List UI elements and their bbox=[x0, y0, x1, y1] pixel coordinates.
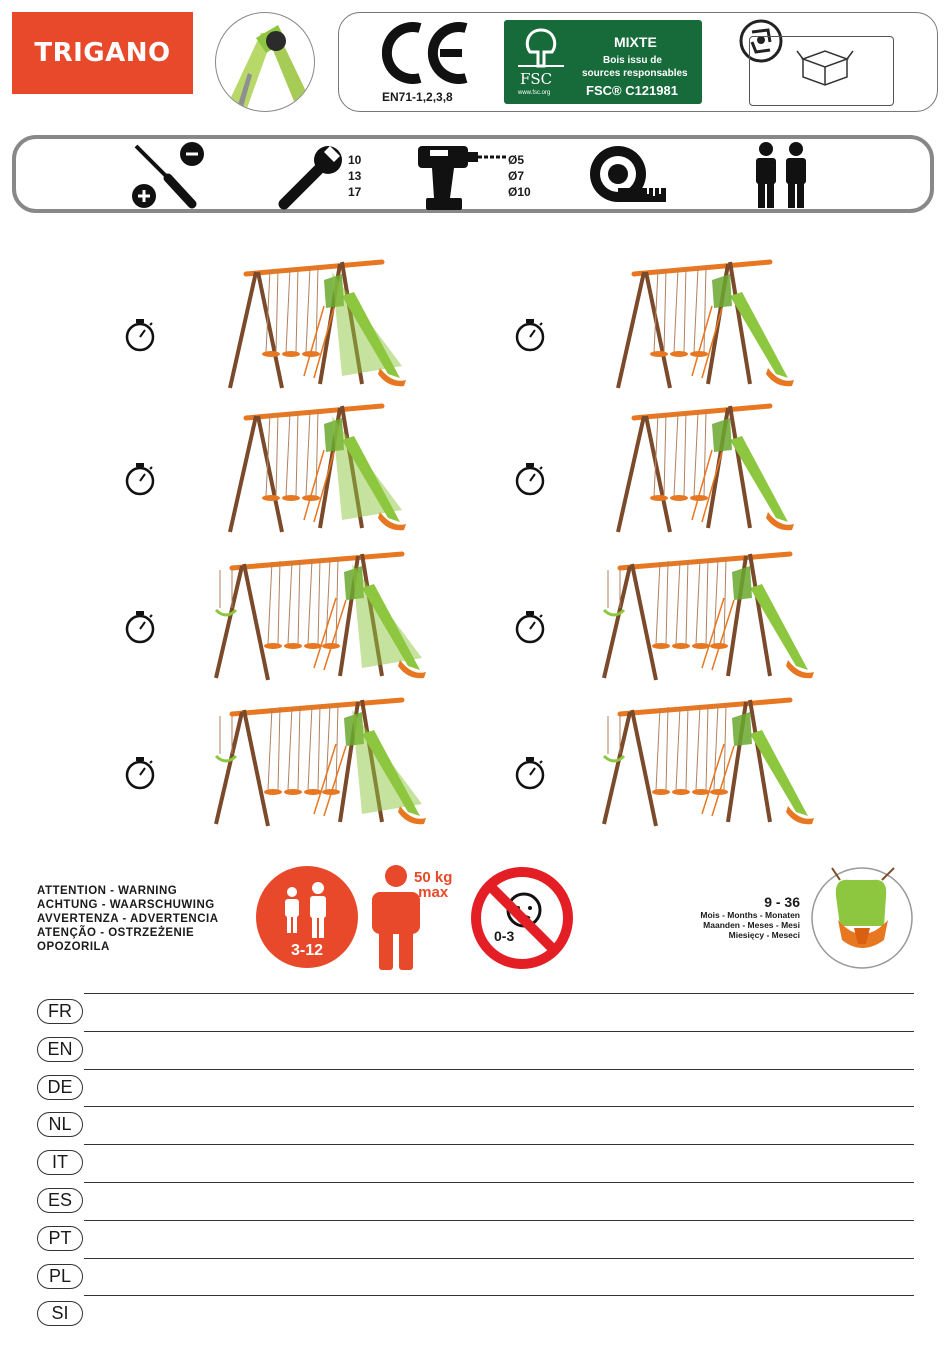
max-weight bbox=[414, 870, 452, 900]
swing-detail-thumbnail bbox=[215, 12, 315, 112]
fsc-mixte: MIXTE bbox=[614, 34, 657, 50]
warning-line: AVVERTENZA - ADVERTENCIA bbox=[37, 913, 219, 925]
language-code: FR bbox=[37, 999, 83, 1024]
language-code: SI bbox=[37, 1301, 83, 1326]
swing-set-model bbox=[212, 256, 432, 401]
language-row-line bbox=[84, 1069, 914, 1070]
fsc-tree-icon bbox=[516, 26, 566, 70]
fsc-url: www.fsc.org bbox=[518, 90, 551, 96]
stopwatch-icon bbox=[514, 756, 546, 790]
max-weight-label: max bbox=[418, 884, 449, 901]
swing-set-model bbox=[600, 694, 820, 839]
ce-mark-icon bbox=[382, 22, 470, 89]
stopwatch-icon bbox=[124, 610, 156, 644]
stopwatch-icon bbox=[124, 318, 156, 352]
no-under-3-icon bbox=[470, 866, 574, 975]
baby-seat-age-range: 9 - 36 bbox=[764, 894, 800, 910]
age-range-badge bbox=[256, 866, 358, 973]
language-code: PT bbox=[37, 1226, 83, 1251]
wrench-size: 10 bbox=[348, 153, 362, 167]
swing-set-model bbox=[212, 694, 432, 839]
warning-line: ACHTUNG - WAARSCHUWING bbox=[37, 899, 215, 911]
tape-measure-icon bbox=[588, 144, 668, 211]
max-weight-value: 50 kg bbox=[414, 869, 453, 886]
stopwatch-icon bbox=[124, 462, 156, 496]
language-row-line bbox=[84, 993, 914, 994]
drill-bit: Ø10 bbox=[508, 185, 531, 199]
language-row-line bbox=[84, 1106, 914, 1107]
drill-bit: Ø7 bbox=[508, 169, 525, 183]
wrench-size: 13 bbox=[348, 169, 362, 183]
language-row-line bbox=[84, 1182, 914, 1183]
language-code: IT bbox=[37, 1150, 83, 1175]
warning-line: OPOZORILA bbox=[37, 941, 110, 953]
stopwatch-icon bbox=[514, 610, 546, 644]
drill-bits bbox=[508, 152, 531, 200]
age-range: 3-12 bbox=[290, 942, 324, 959]
language-row-line bbox=[84, 1031, 914, 1032]
months-line: Maanden - Meses - Mesi bbox=[703, 920, 800, 930]
language-code: PL bbox=[37, 1264, 83, 1289]
language-row-line bbox=[84, 1220, 914, 1221]
fsc-line1: Bois issu de bbox=[603, 55, 662, 66]
stopwatch-icon bbox=[514, 462, 546, 496]
cardboard-box-icon bbox=[795, 43, 855, 89]
fsc-logo-text: FSC bbox=[520, 70, 553, 88]
months-line: Mois - Months - Monaten bbox=[700, 910, 800, 920]
stopwatch-icon bbox=[514, 318, 546, 352]
language-row-line bbox=[84, 1258, 914, 1259]
warning-line: ATTENTION - WARNING bbox=[37, 885, 178, 897]
fsc-line2: sources responsables bbox=[582, 68, 688, 79]
warning-text bbox=[37, 884, 219, 954]
no-under-age: 0-3 bbox=[494, 928, 515, 944]
language-code: DE bbox=[37, 1075, 83, 1100]
recycle-info-box bbox=[749, 36, 894, 106]
months-line: Miesięcy - Meseci bbox=[728, 930, 800, 940]
drill-icon bbox=[414, 140, 508, 217]
swing-set-model bbox=[212, 400, 432, 545]
baby-seat-thumbnail bbox=[810, 866, 914, 975]
wrench-sizes bbox=[348, 152, 361, 200]
screwdriver-plus-minus-icon bbox=[130, 140, 206, 215]
swing-set-model bbox=[600, 400, 820, 545]
language-code: NL bbox=[37, 1112, 83, 1137]
swing-set-model bbox=[600, 548, 820, 693]
fsc-label bbox=[504, 20, 702, 104]
ce-standard: EN71-1,2,3,8 bbox=[382, 90, 453, 104]
stopwatch-icon bbox=[124, 756, 156, 790]
wrench-icon bbox=[278, 142, 346, 215]
wrench-size: 17 bbox=[348, 185, 362, 199]
language-row-line bbox=[84, 1144, 914, 1145]
language-row-line bbox=[84, 1295, 914, 1296]
brand-logo: TRIGANO bbox=[12, 12, 193, 94]
drill-bit: Ø5 bbox=[508, 153, 525, 167]
swing-set-model bbox=[212, 548, 432, 693]
warning-line: ATENÇÃO - OSTRZEŻENIE bbox=[37, 927, 195, 939]
language-code: EN bbox=[37, 1037, 83, 1062]
baby-seat-age bbox=[700, 894, 800, 940]
two-persons-icon bbox=[752, 140, 812, 215]
language-code: ES bbox=[37, 1188, 83, 1213]
swing-set-model bbox=[600, 256, 820, 401]
fsc-code: FSC® C121981 bbox=[586, 83, 678, 98]
